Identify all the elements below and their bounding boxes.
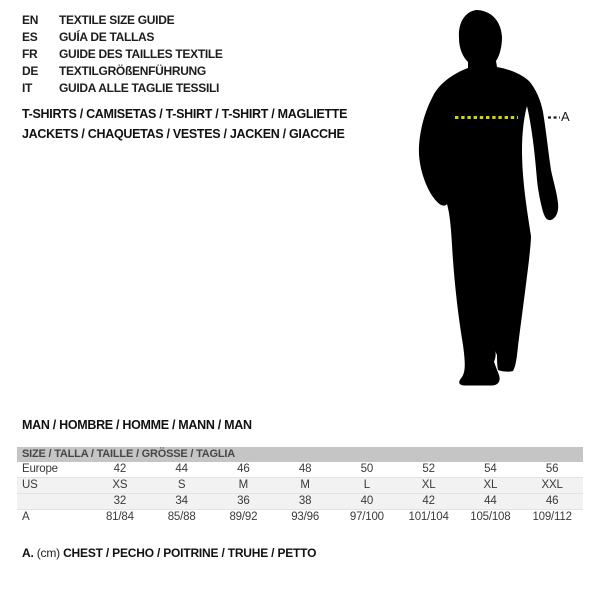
size-cell: 52 [398, 462, 460, 478]
size-cell: 46 [521, 494, 583, 510]
size-cell: 48 [274, 462, 336, 478]
size-cell: XL [460, 478, 522, 494]
table-row [17, 478, 583, 494]
language-code: FR [22, 47, 38, 61]
size-cell: 42 [398, 494, 460, 510]
size-cell: 38 [274, 494, 336, 510]
measurement-footnote [22, 546, 316, 560]
row-label: Europe [17, 462, 89, 478]
size-cell: 42 [89, 462, 151, 478]
size-cell: 44 [460, 494, 522, 510]
footnote-unit: (cm) [36, 546, 60, 560]
man-silhouette [419, 10, 558, 386]
size-cell: 56 [521, 462, 583, 478]
size-cell: 101/104 [408, 511, 449, 523]
size-cell: 81/84 [105, 511, 134, 523]
size-cell: 85/88 [167, 511, 196, 523]
language-code: DE [22, 64, 39, 78]
language-code: IT [22, 81, 33, 95]
row-label: A [22, 511, 30, 523]
table-row [17, 494, 583, 510]
product-category-line: T-SHIRTS / CAMISETAS / T-SHIRT / T-SHIRT / MAGLIETTE [22, 107, 348, 121]
size-cell: 50 [336, 462, 398, 478]
size-cell: 32 [89, 494, 151, 510]
language-label: TEXTILGRÖßENFÜHRUNG [59, 64, 206, 78]
language-label: TEXTILE SIZE GUIDE [59, 13, 175, 27]
size-cell: 93/96 [291, 511, 320, 523]
language-label: GUÍA DE TALLAS [59, 30, 155, 44]
size-table [17, 447, 583, 525]
size-cell: XXL [521, 478, 583, 494]
row-label [17, 494, 89, 510]
footnote-text: CHEST / PECHO / POITRINE / TRUHE / PETTO [63, 546, 317, 560]
size-cell: XL [398, 478, 460, 494]
table-row [17, 462, 583, 478]
product-category-line: JACKETS / CHAQUETAS / VESTES / JACKEN / GIACCHE [22, 127, 345, 141]
footnote-prefix: A. [22, 546, 34, 560]
size-cell: 36 [213, 494, 275, 510]
section-title: MAN / HOMBRE / HOMME / MANN / MAN [22, 418, 252, 432]
size-cell: M [274, 478, 336, 494]
size-cell: 54 [460, 462, 522, 478]
language-code: EN [22, 13, 39, 27]
size-cell: XS [89, 478, 151, 494]
measure-label-a: A [561, 109, 570, 124]
size-cell: 105/108 [470, 511, 511, 523]
size-table-header: SIZE / TALLA / TAILLE / GRÖSSE / TAGLIA [17, 447, 583, 462]
size-cell: M [213, 478, 275, 494]
size-cell: 44 [151, 462, 213, 478]
size-cell: 34 [151, 494, 213, 510]
row-label: US [17, 478, 89, 494]
language-label: GUIDE DES TAILLES TEXTILE [59, 47, 223, 61]
language-label: GUIDA ALLE TAGLIE TESSILI [59, 81, 220, 95]
size-cell: 89/92 [229, 511, 258, 523]
language-code: ES [22, 30, 38, 44]
size-cell: 97/100 [349, 511, 384, 523]
size-cell: S [151, 478, 213, 494]
size-cell: 109/112 [532, 511, 572, 523]
table-row [17, 510, 583, 526]
size-cell: 40 [336, 494, 398, 510]
size-table-body [17, 462, 583, 525]
size-cell: 46 [213, 462, 275, 478]
size-cell: L [336, 478, 398, 494]
